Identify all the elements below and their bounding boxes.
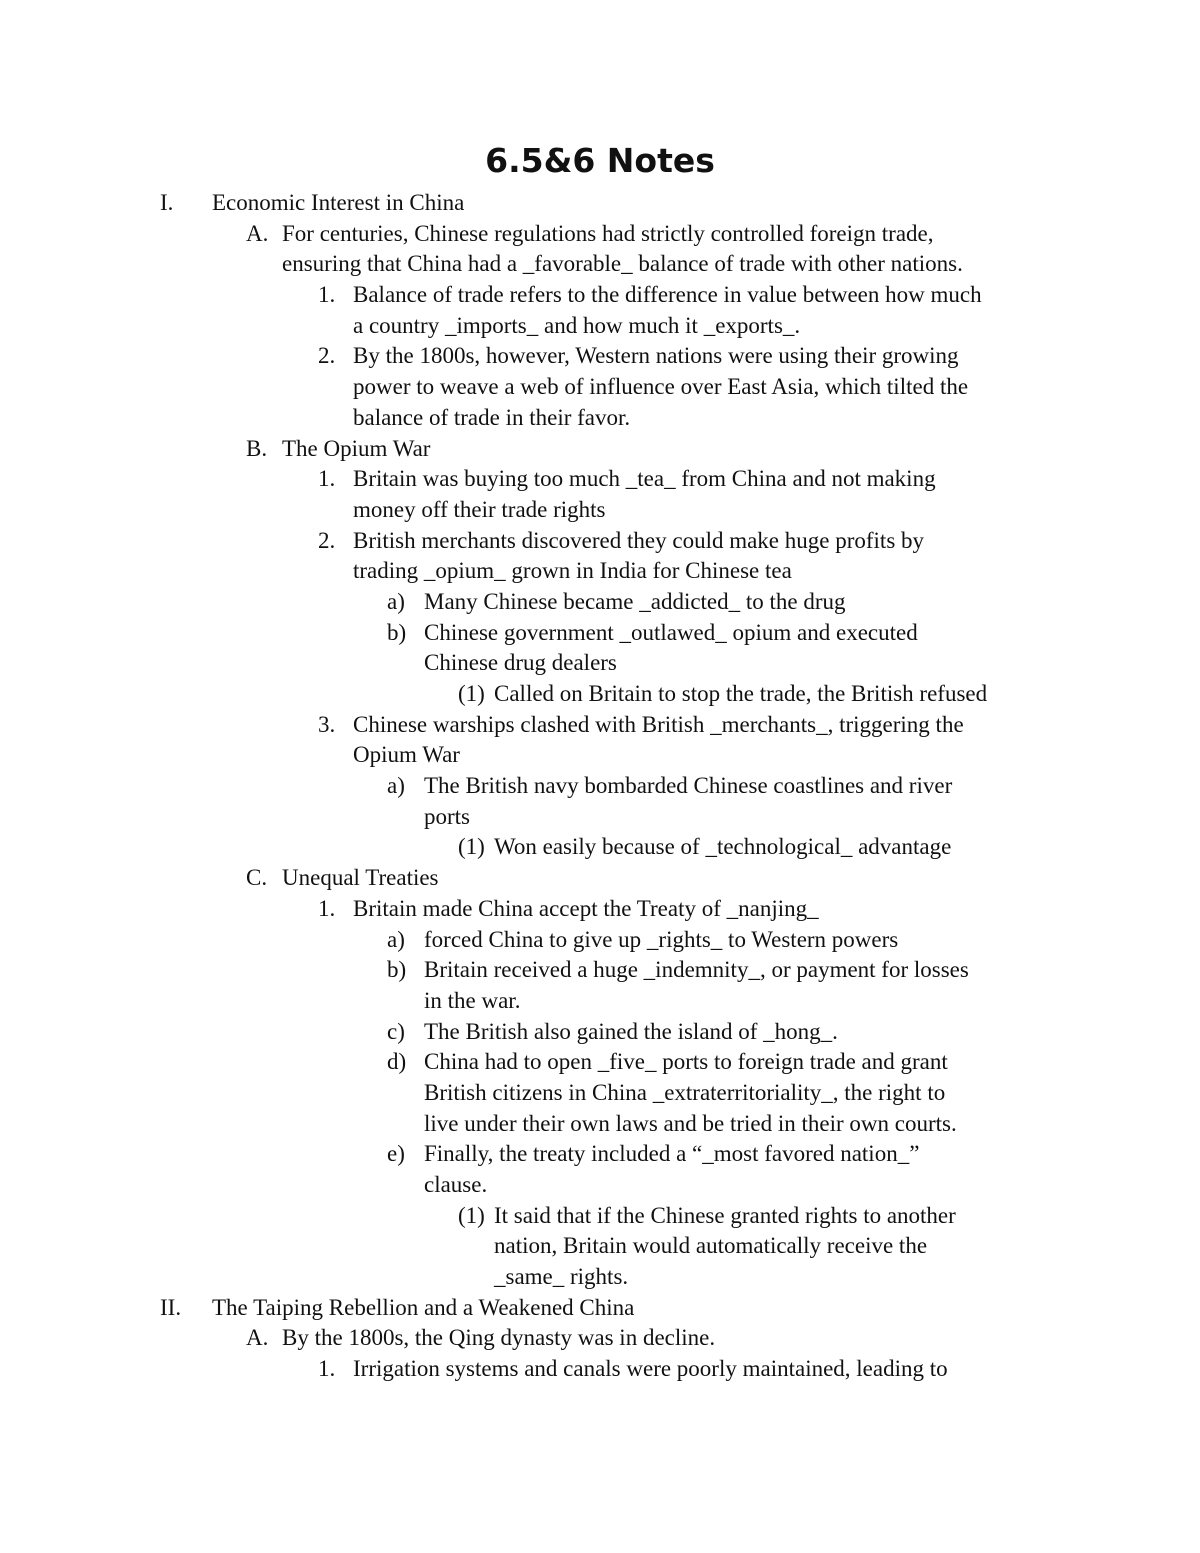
outline-marker: II. (160, 1294, 182, 1320)
outline-text: Britain received a huge _indemnity_, or payment for losses (424, 957, 969, 983)
outline-text: Chinese drug dealers (424, 650, 617, 676)
outline-item (0, 434, 1200, 465)
outline-text: Called on Britain to stop the trade, the British refused (494, 681, 988, 706)
outline-item (0, 280, 1200, 311)
outline-item (0, 219, 1200, 250)
outline-marker: d) (387, 1049, 407, 1075)
outline-text: Finally, the treaty included a “_most favored nation_” (424, 1141, 920, 1167)
outline-marker: e) (387, 1141, 405, 1167)
outline-marker: 1. (318, 1356, 336, 1382)
outline-item-continuation (0, 740, 1200, 771)
outline-item-continuation (0, 986, 1200, 1017)
outline-item (0, 587, 1200, 618)
outline-marker: A. (246, 1325, 269, 1351)
outline-marker: a) (387, 773, 405, 799)
outline-text: balance of trade in their favor. (353, 404, 631, 430)
outline-item (0, 863, 1200, 894)
outline-text: Economic Interest in China (212, 190, 465, 215)
outline-item (0, 832, 1200, 863)
outline-marker: 3. (318, 711, 336, 737)
outline-text: in the war. (424, 987, 521, 1013)
outline-text: Balance of trade refers to the difference in value between how much (353, 282, 982, 308)
outline-text: Britain made China accept the Treaty of _nanjing_ (353, 895, 819, 921)
outline-item-continuation (0, 648, 1200, 679)
outline-item (0, 1323, 1200, 1354)
outline-text: Won easily because of _technological_ advantage (494, 834, 952, 860)
outline-item-continuation (0, 1231, 1200, 1262)
outline-marker: (1) (458, 1202, 485, 1228)
outline-item-continuation (0, 495, 1200, 526)
outline-item-continuation (0, 311, 1200, 342)
outline-text: nation, Britain would automatically receive the (494, 1233, 928, 1259)
outline-marker: 1. (318, 895, 336, 921)
outline-text: Britain was buying too much _tea_ from China and not making (353, 466, 936, 492)
outline-marker: 2. (318, 527, 336, 553)
outline-item (0, 464, 1200, 495)
outline-item (0, 1293, 1200, 1324)
outline-item (0, 1201, 1200, 1232)
outline-item (0, 955, 1200, 986)
outline-text: a country _imports_ and how much it _exports_. (353, 312, 801, 338)
outline-marker: a) (387, 588, 405, 614)
outline-text: ports (424, 803, 470, 829)
outline-item-continuation (0, 1109, 1200, 1140)
outline-item (0, 925, 1200, 956)
outline-marker: 1. (318, 466, 336, 492)
outline-text: By the 1800s, however, Western nations were using their growing (353, 343, 959, 369)
outline-text: The British also gained the island of _hong_. (424, 1018, 838, 1044)
outline-text: _same_ rights. (494, 1264, 629, 1290)
outline-item (0, 1354, 1200, 1385)
outline-item-continuation (0, 372, 1200, 403)
outline-text: forced China to give up _rights_ to Western powers (424, 926, 899, 952)
outline-item-continuation (0, 802, 1200, 833)
outline-marker: b) (387, 957, 407, 983)
outline-item-continuation (0, 1078, 1200, 1109)
outline-text: ensuring that China had a _favorable_ balance of trade with other nations. (282, 251, 963, 277)
outline-text: clause. (424, 1172, 488, 1197)
outline-text: power to weave a web of influence over East Asia, which tilted the (353, 374, 969, 400)
notes-outline (0, 188, 1200, 1385)
page-title: 6.5&6 Notes (485, 141, 715, 180)
outline-item-continuation (0, 249, 1200, 280)
outline-text: Unequal Treaties (282, 865, 439, 891)
outline-item-continuation (0, 1262, 1200, 1293)
outline-text: trading _opium_ grown in India for Chinese tea (353, 558, 792, 584)
outline-text: Chinese government _outlawed_ opium and executed (424, 619, 918, 645)
outline-marker: c) (387, 1018, 405, 1044)
outline-text: Opium War (353, 742, 460, 768)
outline-text: The Opium War (282, 435, 431, 461)
outline-item (0, 710, 1200, 741)
outline-item (0, 1017, 1200, 1048)
outline-marker: B. (246, 435, 268, 461)
outline-text: money off their trade rights (353, 496, 606, 522)
outline-marker: a) (387, 926, 405, 952)
outline-item (0, 1139, 1200, 1170)
outline-item-continuation (0, 1170, 1200, 1201)
outline-item-continuation (0, 556, 1200, 587)
outline-marker: 2. (318, 343, 336, 369)
outline-marker: A. (246, 220, 269, 246)
outline-text: live under their own laws and be tried in their own courts. (424, 1110, 957, 1136)
outline-item-continuation (0, 403, 1200, 434)
outline-marker: 1. (318, 282, 336, 308)
outline-marker: C. (246, 865, 268, 891)
outline-text: For centuries, Chinese regulations had strictly controlled foreign trade, (282, 220, 934, 246)
outline-item (0, 679, 1200, 710)
outline-text: British merchants discovered they could make huge profits by (353, 527, 925, 553)
outline-item (0, 894, 1200, 925)
outline-text: British citizens in China _extraterritoriality_, the right to (424, 1079, 946, 1105)
outline-text: Irrigation systems and canals were poorly maintained, leading to (353, 1356, 948, 1382)
outline-marker: I. (160, 190, 174, 215)
outline-marker: (1) (458, 834, 485, 860)
outline-item (0, 618, 1200, 649)
outline-text: China had to open _five_ ports to foreign trade and grant (424, 1049, 948, 1075)
outline-text: Chinese warships clashed with British _merchants_, triggering the (353, 711, 964, 737)
outline-item (0, 341, 1200, 372)
outline-item (0, 771, 1200, 802)
outline-marker: (1) (458, 681, 485, 706)
outline-text: Many Chinese became _addicted_ to the drug (424, 588, 846, 614)
outline-item (0, 526, 1200, 557)
outline-text: The British navy bombarded Chinese coastlines and river (424, 773, 953, 799)
outline-item (0, 1047, 1200, 1078)
outline-text: By the 1800s, the Qing dynasty was in decline. (282, 1325, 716, 1351)
outline-marker: b) (387, 619, 407, 645)
outline-text: It said that if the Chinese granted rights to another (494, 1202, 956, 1228)
outline-item (0, 188, 1200, 219)
outline-text: The Taiping Rebellion and a Weakened China (212, 1294, 635, 1320)
